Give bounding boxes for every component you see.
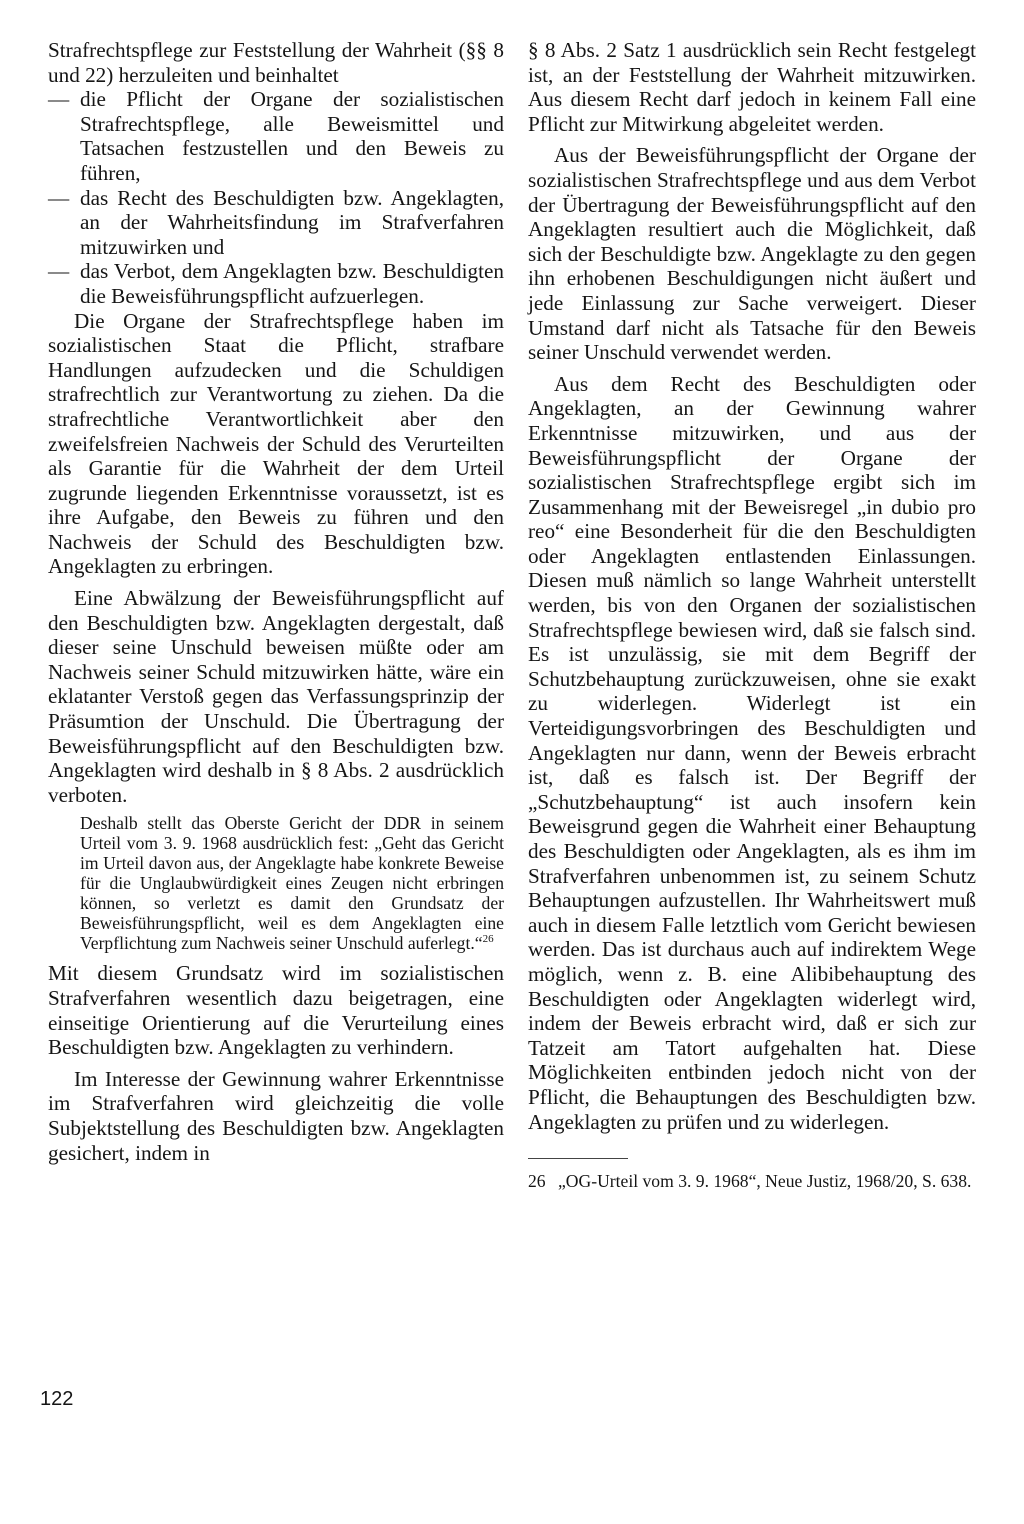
body-paragraph: Eine Abwälzung der Beweisführungspflicht auf den Beschuldigten bzw. Angeklagten dergestalt, daß dieser seine Unschuld beweisen müßte oder am Nachweis seiner Schuld mitzuwirken hätte, wäre ein eklatanter Verstoß gegen das Verfassungsprinzip der Präsumtion der Unschuld. Die Übertragung der Beweisführungspflicht auf den Beschuldigten bzw. Angeklagten wird deshalb in § 8 Abs. 2 ausdrücklich verboten. xyxy=(48,586,504,807)
footnote-divider xyxy=(528,1158,628,1159)
list-item: — das Recht des Beschuldigten bzw. Angeklagten, an der Wahrheitsfindung im Strafverfahren mitzuwirken und xyxy=(48,186,504,260)
principles-list xyxy=(48,87,504,308)
body-paragraph: Mit diesem Grundsatz wird im sozialistischen Strafverfahren wesentlich dazu beigetragen, eine einseitige Orientierung auf die Verurteilung eines Beschuldigten bzw. Angeklagten zu verhindern. xyxy=(48,961,504,1060)
footnote-text: „OG-Urteil vom 3. 9. 1968“, Neue Justiz, 1968/20, S. 638. xyxy=(558,1171,972,1192)
body-paragraph: Aus der Beweisführungspflicht der Organe der sozialistischen Strafrechtspflege und aus dem Verbot der Übertragung der Beweisführungspflicht auf den Angeklagten resultiert auch die Möglichkeit, daß sich der Beschuldigte bzw. Angeklagte zu den gegen ihn erhobenen Beschuldigungen nicht äußert und jede Einlassung zur Sache verweigert. Dieser Umstand darf nicht als Tatsache für den Beweis seiner Unschuld verwendet werden. xyxy=(528,143,976,365)
right-column xyxy=(528,38,976,1192)
list-item: — das Verbot, dem Angeklagten bzw. Beschuldigten die Beweisführungspflicht aufzuerlegen. xyxy=(48,259,504,308)
intro-paragraph: Strafrechtspflege zur Feststellung der Wahrheit (§§ 8 und 22) herzuleiten und beinhaltet xyxy=(48,38,504,87)
court-quote xyxy=(48,813,504,953)
footnote xyxy=(528,1171,976,1192)
footnote-reference[interactable]: 26 xyxy=(482,933,494,946)
body-paragraph: Im Interesse der Gewinnung wahrer Erkenntnisse im Strafverfahren wird gleichzeitig die volle Subjektstellung des Beschuldigten bzw. Angeklagten gesichert, indem in xyxy=(48,1066,504,1165)
body-paragraph: Die Organe der Strafrechtspflege haben im sozialistischen Staat die Pflicht, strafbare Handlungen aufzudecken und die Schuldigen strafrechtlich zur Verantwortung zu ziehen. Da die strafrechtliche Verantwortlichkeit aber den zweifelsfreien Nachweis der Schuld des Verurteilten als Garantie für die Wahrheit der dem Urteil zugrunde liegenden Erkenntnisse voraussetzt, ist es ihre Aufgabe, den Beweis zu führen und den Nachweis der Schuld des Beschuldigten bzw. Angeklagten zu erbringen. xyxy=(48,308,504,579)
page-number: 122 xyxy=(40,1388,74,1410)
footnote-number: 26 xyxy=(528,1171,546,1192)
list-item: — die Pflicht der Organe der sozialistischen Strafrechtspflege, alle Beweismittel und Tatsachen festzustellen und den Beweis zu führen, xyxy=(48,87,504,185)
body-paragraph: Aus dem Recht des Beschuldigten oder Angeklagten, an der Gewinnung wahrer Erkenntnisse mitzuwirken, und aus der Beweisführungspflicht der Organe der sozialistischen Strafrechtspflege ergibt sich im Zusammenhang mit der Beweisregel „in dubio pro reo“ eine Besonderheit für die den Beschuldigten oder Angeklagten entlastenden Einlassungen. Diesen muß nämlich so lange Wahrheit unterstellt werden, bis von den Organen der sozialistischen Strafrechtspflege bewiesen wird, daß sie falsch sind. Es ist unzulässig, sie mit dem Begriff der Schutzbehauptung zurückzuweisen, ohne sie exakt zu widerlegen. Widerlegt ist ein Verteidigungsvorbringen des Beschuldigten und Angeklagten nur dann, wenn der Beweis erbracht ist, daß es falsch ist. Der Begriff der „Schutzbehauptung“ ist auch insofern kein Beweisgrund gegen die Wahrheit einer Behauptung des Beschuldigten oder Angeklagten, als es ihm im Strafverfahren unbenommen ist, zu seinem Schutz Behauptungen aufzustellen. Ihr Wahrheitswert muß auch in diesem Falle letztlich vom Gericht bewiesen werden. Das ist durchaus auch auf indirektem Wege möglich, wenn z. B. eine Alibibehauptung des Beschuldigten oder Angeklagten widerlegt wird, indem der Beweis erbracht wird, daß er sich zur Tatzeit am Tatort aufgehalten hat. Diese Möglichkeiten entbinden jedoch nicht von der Pflicht, die Behauptungen des Beschuldigten bzw. Angeklagten zu prüfen und zu widerlegen. xyxy=(528,371,976,1134)
left-column xyxy=(48,38,504,1165)
quote-text: Deshalb stellt das Oberste Gericht der DDR in seinem Urteil vom 3. 9. 1968 ausdrücklich fest: „Geht das Gericht im Urteil davon aus, der Angeklagte habe konkrete Beweise für die Unglaubwürdigkeit eines Zeugen nicht erbringen können, so verletzt es damit den Grundsatz der Beweisführungspflicht, weil es dem Angeklagten eine Verpflichtung zum Nachweis seiner Unschuld auferlegt.“ xyxy=(80,813,504,954)
body-paragraph: § 8 Abs. 2 Satz 1 ausdrücklich sein Recht festgelegt ist, an der Feststellung der Wahrheit mitzuwirken. Aus diesem Recht darf jedoch in keinem Fall eine Pflicht zur Mitwirkung abgeleitet werden. xyxy=(528,38,976,136)
